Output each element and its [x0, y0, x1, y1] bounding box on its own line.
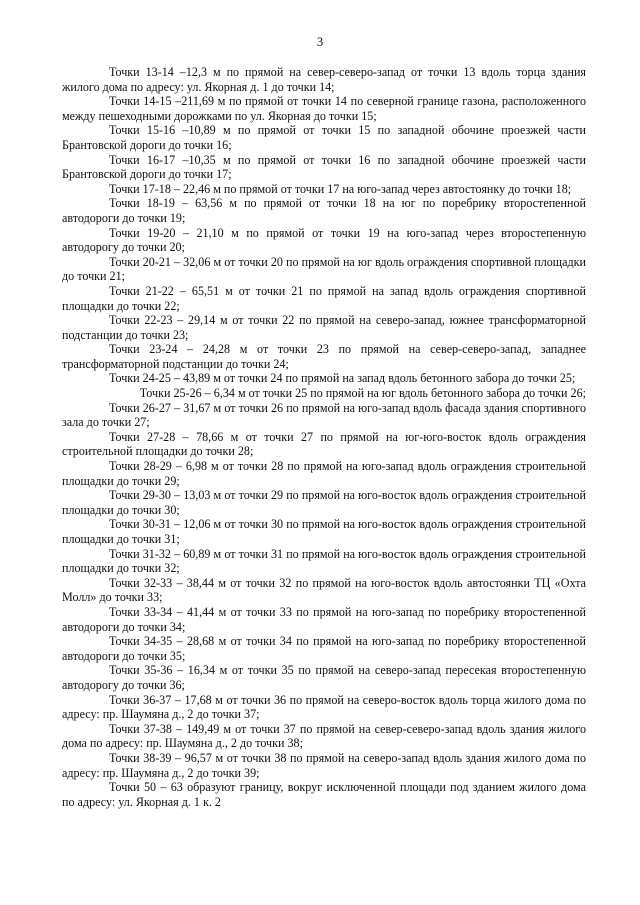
- paragraph-37-38: Точки 37-38 – 149,49 м от точки 37 по прямой на север-северо-запад вдоль здания жилого дома по адресу: пр. Шаумяна д., 2 до точки 38;: [62, 721, 586, 751]
- paragraph-18-19: Точки 18-19 – 63,56 м по прямой от точки 18 на юг по поребрику второстепенной автодороги до точки 19;: [62, 196, 586, 225]
- paragraph-13-14: Точки 13-14 –12,3 м по прямой на север-северо-запад от точки 13 вдоль торца здания жилого дома по адресу: ул. Якорная д. 1 до точки 14;: [62, 65, 586, 94]
- paragraph-25-26: Точки 25-26 – 6,34 м от точки 25 по прямой на юг вдоль бетонного забора до точки 26;: [139, 386, 586, 401]
- paragraph-19-20: Точки 19-20 – 21,10 м по прямой от точки 19 на юго-запад через второстепенную автодорогу до точки 20;: [62, 225, 586, 255]
- paragraph-23-24: Точки 23-24 – 24,28 м от точки 23 по прямой на север-северо-запад, западнее трансформаторной подстанции до точки 24;: [62, 342, 586, 371]
- paragraph-24-25: Точки 24-25 – 43,89 м от точки 24 по прямой на запад вдоль бетонного забора до точки 25;: [109, 371, 576, 386]
- paragraph-15-16: Точки 15-16 –10,89 м по прямой от точки 15 по западной обочине проезжей части Брантовской дороги до точки 16;: [62, 123, 586, 152]
- paragraph-32-33: Точки 32-33 – 38,44 м от точки 32 по прямой на юго-восток вдоль автостоянки ТЦ «Охта Молл» до точки 33;: [62, 575, 586, 605]
- paragraph-33-34: Точки 33-34 – 41,44 м от точки 33 по прямой на юго-запад по поребрику второстепенной автодороги до точки 34;: [62, 604, 586, 634]
- paragraph-50-63: Точки 50 – 63 образуют границу, вокруг исключенной площади под зданием жилого дома по адресу: ул. Якорная д. 1 к. 2: [62, 780, 586, 809]
- paragraph-27-28: Точки 27-28 – 78,66 м от точки 27 по прямой на юг-юго-восток вдоль ограждения строительной площадки до точки 28;: [62, 429, 586, 459]
- paragraph-35-36: Точки 35-36 – 16,34 м от точки 35 по прямой на северо-запад пересекая второстепенную автодорогу до точки 36;: [62, 663, 586, 692]
- paragraph-16-17: Точки 16-17 –10,35 м по прямой от точки 16 по западной обочине проезжей части Брантовской дороги до точки 17;: [62, 152, 586, 182]
- paragraph-36-37: Точки 36-37 – 17,68 м от точки 36 по прямой на северо-восток вдоль торца жилого дома по адресу: пр. Шаумяна д., 2 до точки 37;: [62, 692, 586, 722]
- paragraph-14-15: Точки 14-15 –211,69 м по прямой от точки 14 по северной границе газона, расположенного между пешеходными дорожками по ул. Якорная до точки 15;: [62, 94, 586, 123]
- paragraph-29-30: Точки 29-30 – 13,03 м от точки 29 по прямой на юго-восток вдоль ограждения строительной площадки до точки 30;: [62, 488, 586, 517]
- paragraph-38-39: Точки 38-39 – 96,57 м от точки 38 по прямой на северо-запад вдоль здания жилого дома по адресу: пр. Шаумяна д., 2 до точки 39;: [62, 750, 586, 780]
- paragraph-17-18: Точки 17-18 – 22,46 м по прямой от точки 17 на юго-запад через автостоянку до точки 18;: [109, 181, 572, 196]
- document-body: [62, 65, 586, 809]
- paragraph-30-31: Точки 30-31 – 12,06 м от точки 30 по прямой на юго-восток вдоль ограждения строительной площадки до точки 31;: [62, 517, 586, 546]
- paragraph-31-32: Точки 31-32 – 60,89 м от точки 31 по прямой на юго-восток вдоль ограждения строительной площадки до точки 32;: [62, 546, 586, 576]
- paragraph-20-21: Точки 20-21 – 32,06 м от точки 20 по прямой на юг вдоль ограждения спортивной площадки до точки 21;: [62, 254, 586, 284]
- paragraph-21-22: Точки 21-22 – 65,51 м от точки 21 по прямой на запад вдоль ограждения спортивной площадки до точки 22;: [62, 283, 586, 313]
- paragraph-26-27: Точки 26-27 – 31,67 м от точки 26 по прямой на юго-запад вдоль фасада здания спортивного зала до точки 27;: [62, 400, 586, 430]
- page-number: 3: [316, 35, 324, 49]
- paragraph-28-29: Точки 28-29 – 6,98 м от точки 28 по прямой на юго-запад вдоль ограждения строительной площадки до точки 29;: [62, 459, 586, 488]
- paragraph-34-35: Точки 34-35 – 28,68 м от точки 34 по прямой на юго-запад по поребрику второстепенной автодороги до точки 35;: [62, 634, 586, 663]
- paragraph-22-23: Точки 22-23 – 29,14 м от точки 22 по прямой на северо-запад, южнее трансформаторной подстанции до точки 23;: [62, 313, 586, 342]
